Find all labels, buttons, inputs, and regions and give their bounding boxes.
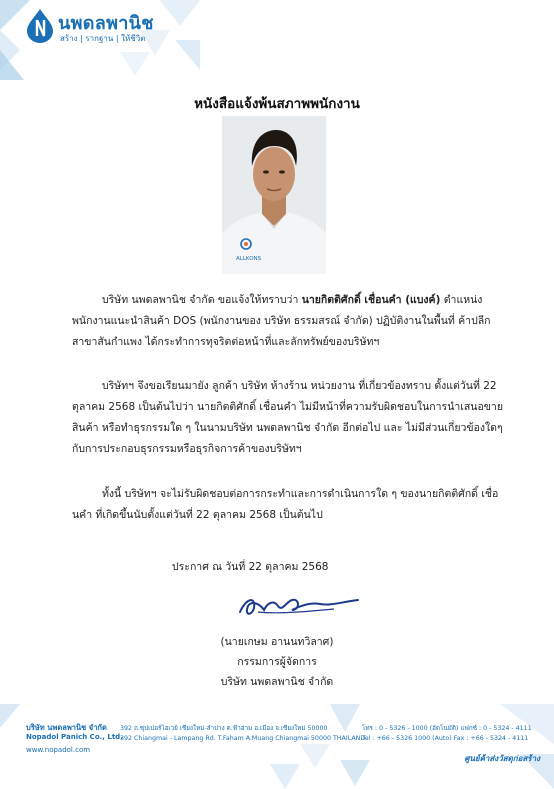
paragraph-notice-lead: บริษัท นพดลพานิช จำกัด ขอแจ้งให้ทราบว่า [102, 294, 302, 306]
footer-address-en: 392 Chiangmai - Lampang Rd. T.Faham A.Muang Chiangmai 50000 THAILAND [120, 735, 366, 742]
logo-tagline: สร้าง | รากฐาน | ให้ชีวิต [60, 34, 146, 43]
logo-brand-name: นพดลพานิช [58, 13, 154, 34]
announcement-date: ประกาศ ณ วันที่ 22 ตุลาคม 2568 [172, 561, 329, 573]
shirt-logo-text: ALLKONS [236, 256, 262, 262]
paragraph-notice [72, 290, 504, 353]
footer-website-link[interactable]: www.nopadol.com [26, 746, 91, 754]
employee-name: นายกิตติศักดิ์ เชื่อนคำ (แบงค์) [301, 294, 441, 306]
paragraph-inform [72, 376, 504, 460]
signer-title: กรรมการผู้จัดการ [237, 656, 317, 668]
signature-image [234, 590, 364, 620]
signer-name: (นายเกษม อานนทวิลาศ) [220, 636, 334, 648]
paragraph-inform-text: บริษัทฯ จึงขอเรียนมายัง ลูกค้า บริษัท ห้างร้าน หน่วยงาน ที่เกี่ยวข้องทราบ ตั้งแต่วันที่ 22 ตุลาคม 2568 เป็นต้นไปว่า นายกิตติศักดิ์ เชื่อนคำ ไม่มีหน้าที่ความรับผิดชอบในการนำเสนอขายสินค้า หรือทำธุรกรรมใด ๆ ในนามบริษัท นพดลพานิช จำกัด อีกต่อไป และ ไม่มีส่วนเกี่ยวข้องใดๆ กับการประกอบธุรกรรมหรือธุรกิจการค้าของบริษัทฯ [72, 380, 503, 455]
footer-address-th: 392 ถ.ซุปเปอร์ไฮเวย์ เชียงใหม่-ลำปาง ต.ฟ้าฮ่าม อ.เมือง จ.เชียงใหม่ 50000 [120, 725, 328, 732]
company-logo [24, 8, 174, 48]
document-title: หนังสือแจ้งพ้นสภาพพนักงาน [194, 96, 360, 112]
signer-company: บริษัท นพดลพานิช จำกัด [220, 676, 334, 688]
employee-photo [222, 116, 326, 274]
footer-company-th: บริษัท นพดลพานิช จำกัด [26, 723, 107, 732]
footer-company-en: Nopadol Panich Co., Ltd. [26, 733, 123, 741]
paragraph-notice-rest: ตำแหน่ง พนักงานแนะนำสินค้า DOS (พนักงานของ บริษัท ธรรมสรณ์ จำกัด) ปฏิบัติงานในพื้นที่ ค้าปลีกสาขาสันกำแพง ได้กระทำการทุจริตต่อหน้าที่และลักทรัพย์ของบริษัทฯ [72, 294, 491, 348]
water-drop-logo-icon [24, 8, 56, 44]
footer-phone-th: โทร : 0 - 5326 - 1000 (อัตโนมัติ) แฟกซ์ : 0 - 5324 - 4111 [362, 725, 532, 732]
footer-slogan: ศูนย์ค้าส่งวัสดุก่อสร้าง [464, 754, 540, 763]
employee-portrait-image [222, 116, 326, 274]
footer-phone-en: Tel : +66 - 5326 1000 (Auto) Fax : +66 - 5324 - 4111 [362, 735, 529, 742]
paragraph-disclaimer [72, 484, 504, 526]
paragraph-disclaimer-text: ทั้งนี้ บริษัทฯ จะไม่รับผิดชอบต่อการกระทำและการดำเนินการใด ๆ ของนายกิตติศักดิ์ เชื่อนคำ ที่เกิดขึ้นนับตั้งแต่วันที่ 22 ตุลาคม 2568 เป็นต้นไป [72, 488, 499, 521]
signature-block [0, 632, 554, 692]
